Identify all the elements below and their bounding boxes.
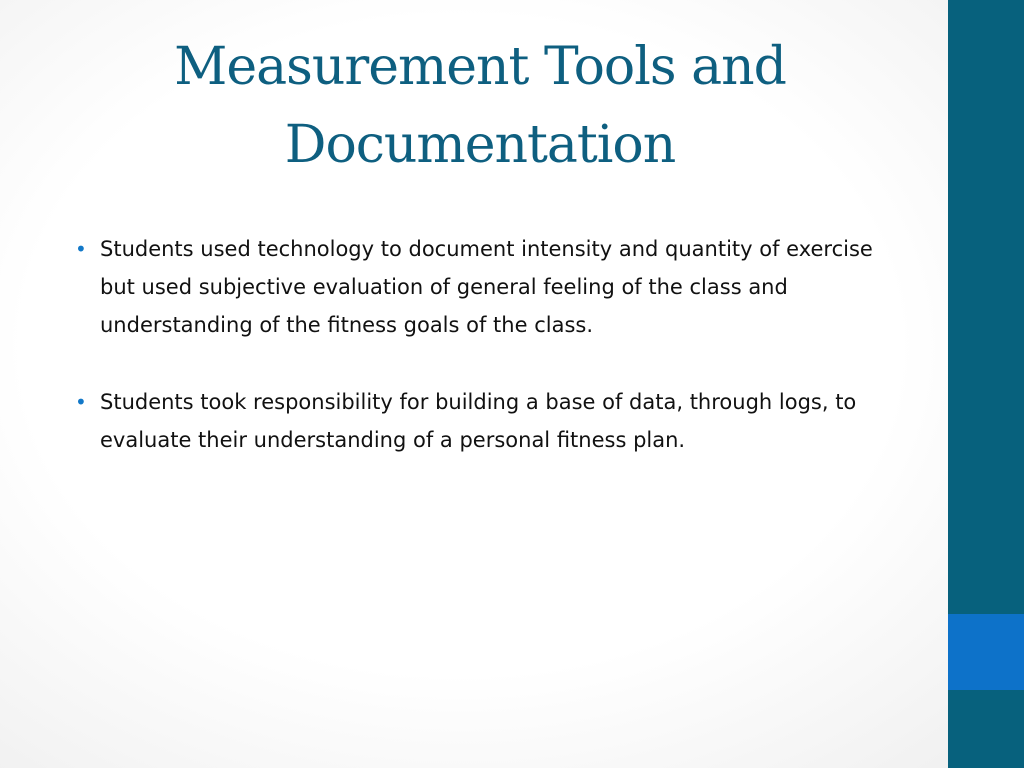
- bullet-item-2: [75, 383, 905, 459]
- bullet-text-2: Students took responsibility for building a base of data, through logs, to evaluate their understanding of a personal fitness plan.: [100, 390, 857, 452]
- bullet-text-1: Students used technology to document intensity and quantity of exercise but used subjective evaluation of general feeling of the class and understanding of the fitness goals of the class.: [100, 237, 873, 337]
- bullet-item-1: [75, 230, 905, 344]
- bullet-icon: •: [75, 237, 87, 261]
- decorative-side-bar-accent: [948, 614, 1024, 690]
- bullet-icon: •: [75, 390, 87, 414]
- slide-title: Measurement Tools and Documentation: [174, 37, 786, 175]
- bullet-list: [75, 230, 905, 498]
